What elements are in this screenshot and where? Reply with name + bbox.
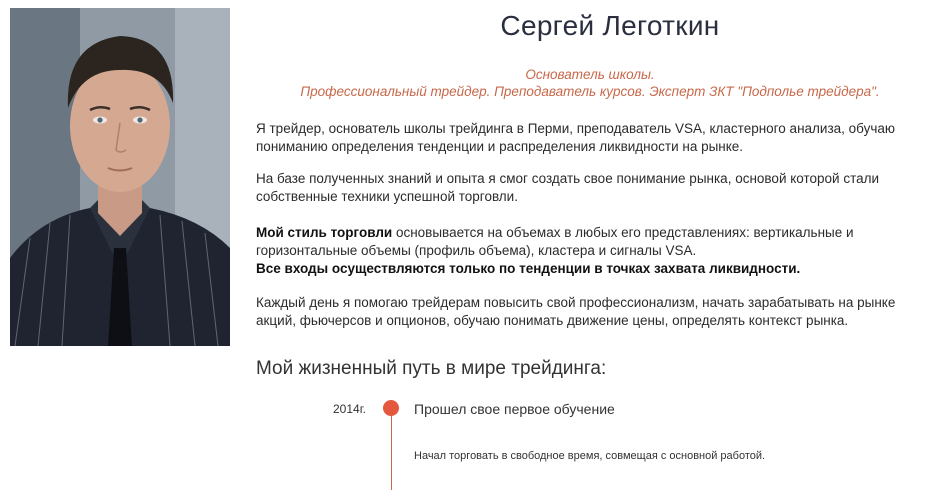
- timeline-title: Мой жизненный путь в мире трейдинга:: [256, 358, 607, 379]
- trading-style-text: основывается на объемах в любых его представлениях: вертикальные и горизонтальные объемы (профиль объема), кластера и сигналы VSA.: [256, 225, 854, 258]
- about-paragraph-2: На базе полученных знаний и опыта я смог создать свое понимание рынка, основой которой стали собственные техники успешной торговли.: [256, 171, 880, 204]
- about-paragraph-4: Каждый день я помогаю трейдерам повысить свой профессионализм, начать зарабатывать на рынке акций, фьючерсов и опционов, обучаю понимать движение цены, определять контекст рынка.: [256, 295, 896, 328]
- entry-rule-text: Все входы осуществляются только по тенденции в точках захвата ликвидности.: [256, 261, 801, 276]
- timeline-item-title: Прошел свое первое обучение: [414, 401, 615, 417]
- timeline-item-desc: Начал торговать в свободное время, совмещая с основной работой.: [414, 450, 766, 462]
- profile-photo: [10, 8, 230, 346]
- role-line-2: Профессиональный трейдер. Преподаватель курсов. Эксперт ЗКТ "Подполье трейдера".: [300, 84, 880, 99]
- timeline-line: [391, 409, 392, 490]
- timeline-dot-icon: [383, 400, 399, 416]
- person-role: [255, 66, 925, 100]
- about-paragraph-1: Я трейдер, основатель школы трейдинга в Перми, преподаватель VSA, кластерного анализа, обучаю пониманию определения тенденции и распределения ликвидности на рынке.: [256, 121, 896, 154]
- about-paragraph-3: [256, 224, 926, 278]
- timeline-year: 2014г.: [333, 402, 366, 416]
- person-name: Сергей Леготкин: [500, 10, 720, 41]
- trading-style-label: Мой стиль торговли: [256, 225, 393, 240]
- role-line-1: Основатель школы.: [525, 67, 655, 82]
